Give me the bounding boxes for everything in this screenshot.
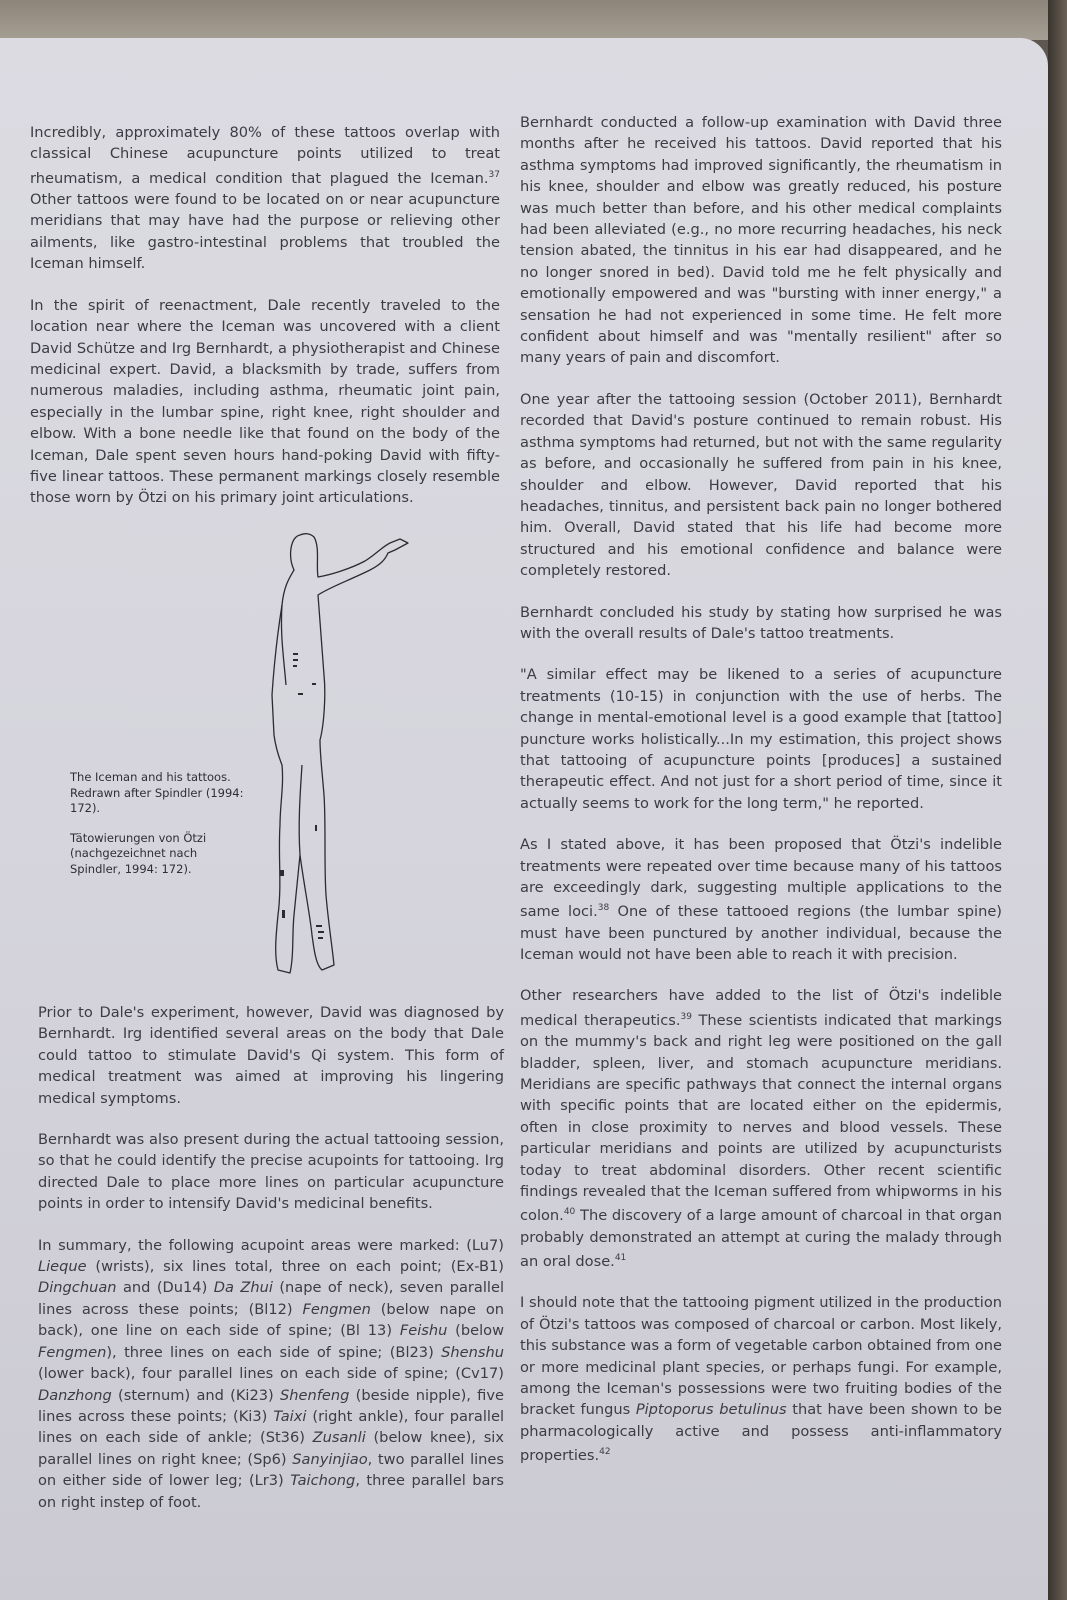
caption-german: Tätowierungen von Ötzi (nachgezeichnet nach Spindler, 1994: 172). bbox=[70, 830, 207, 876]
tattoo-mark bbox=[312, 683, 316, 685]
tattoo-mark bbox=[318, 931, 324, 933]
tattoo-mark bbox=[315, 825, 317, 831]
tattoo-mark bbox=[280, 870, 284, 876]
caption-english: The Iceman and his tattoos. Redrawn after Spindler (1994: 172). bbox=[70, 770, 244, 815]
tattoo-mark bbox=[316, 925, 322, 927]
iceman-figure-drawing bbox=[260, 525, 420, 980]
paragraph-one-year: One year after the tattooing session (October 2011), Bernhardt recorded that David's posture continued to remain robust. His asthma symptoms had returned, but not with the same regularity as before, and occasionally he suffered from pain in his knee, shoulder and elbow. However, David reported that his headaches, tinnitus, and persistent back pain no longer bothered him. Overall, David stated that his life had become more structured and his emotional confidence and balance were completely restored. bbox=[520, 390, 1002, 580]
paragraph-quote: "A similar effect may be likened to a series of acupuncture treatments (10-15) in conjunction with the use of herbs. The change in mental-emotional level is a good example that [tattoo] puncture works holistically...In my estimation, this project shows that tattooing of acupuncture points [produces] a sustained therapeutic effect. And not just for a short period of time, since it actually seems to work for the long term," he reported. bbox=[520, 666, 1002, 812]
paragraph-followup: Bernhardt conducted a follow-up examination with David three months after he received his tattoos. David reported that his asthma symptoms had improved significantly, the rheumatism in his knee, shoulder and elbow was greatly reduced, his posture was much better than before, and his other medical complaints had been alleviated (e.g., no more recurring headaches, his neck tension abated, the tinnitus in his ear had disappeared, and he no longer snored in bed). David told me he felt physically and emotionally empowered and was "bursting with inner energy," a sensation he had not experienced in some time. He felt more confident about himself and was "mentally resilient" after so many years of pain and discomfort. bbox=[520, 114, 1002, 367]
figure-caption bbox=[70, 770, 250, 891]
paragraph-reenactment: In the spirit of reenactment, Dale recently traveled to the location near where the Iceman was uncovered with a client David Schütze and Irg Bernhardt, a physiotherapist and Chinese medicinal expert. David, a blacksmith by trade, suffers from numerous maladies, including asthma, rheumatic joint pain, especially in the lumbar spine, right knee, right shoulder and elbow. With a bone needle like that found on the body of the Iceman, Dale spent seven hours hand-poking David with fifty-five linear tattoos. These permanent markings closely resemble those worn by Ötzi on his primary joint articulations. bbox=[30, 296, 500, 507]
tattoo-mark bbox=[293, 653, 298, 655]
background-surface-top bbox=[0, 0, 1067, 40]
tattoo-mark bbox=[293, 665, 297, 667]
paragraph-other-researchers: Other researchers have added to the list of Ötzi's indelible medical therapeutics.$^{39}$ These scientists indicated that markings on the mummy's back and right leg were positioned on the gall bladder, spleen, liver, and stomach acupuncture meridians. Meridians are specific pathways that connect the internal organs with specific points that are located either on the epidermis, often in close proximity to nerves and blood vessels. These particular meridians and points are utilized by acupuncturists today to treat abdominal disorders. Other recent scientific findings revealed that the Iceman suffered from whipworms in his colon.$^{40}$ The discovery of a large amount of charcoal in that organ probably demonstrated an attempt at curing the malady through an oral dose.$^{41}$ bbox=[520, 987, 1002, 1270]
left-column-top bbox=[30, 122, 500, 529]
paragraph-pigment: I should note that the tattooing pigment utilized in the production of Ötzi's tattoos was composed of charcoal or carbon. Most likely, this substance was a form of vegetable carbon obtained from one or more medicinal plant species, or perhaps fungi. For example, among the Iceman's possessions were two fruiting bodies of the bracket fungus Piptoporus betulinus that have been shown to be pharmacologically active and possess anti-inflammatory properties.$^{42}$ bbox=[520, 1294, 1002, 1465]
tattoo-mark bbox=[318, 937, 323, 939]
paragraph-conclusion: Bernhardt concluded his study by stating how surprised he was with the overall results of Dale's tattoo treatments. bbox=[520, 603, 1002, 642]
background-surface-right bbox=[1048, 0, 1067, 1600]
tattoo-mark bbox=[298, 693, 303, 695]
figure-inner-leg bbox=[299, 765, 302, 855]
figure-inner-arm bbox=[281, 605, 286, 685]
paragraph-overlap: Incredibly, approximately 80% of these tattoos overlap with classical Chinese acupuncture points utilized to treat rheumatism, a medical condition that plagued the Iceman.$^{37}$ Other tattoos were found to be located on or near acupuncture meridians that may have had the purpose or relieving other ailments, like gastro-intestinal problems that troubled the Iceman himself. bbox=[30, 124, 500, 273]
figure-outline bbox=[272, 534, 408, 973]
paragraph-session: Bernhardt was also present during the actual tattooing session, so that he could identify the precise acupoints for tattooing. Irg directed Dale to place more lines on particular acupuncture points in order to intensify David's medicinal benefits. bbox=[38, 1131, 504, 1213]
tattoo-mark bbox=[293, 659, 298, 661]
paragraph-repeated-treatments: As I stated above, it has been proposed that Ötzi's indelible treatments were repeated over time because many of his tattoos are exceedingly dark, suggesting multiple applications to the same loci.$^{38}$ One of these tattooed regions (the lumbar spine) must have been punctured by another individual, because the Iceman would not have been able to reach it with precision. bbox=[520, 836, 1002, 964]
tattoo-mark bbox=[282, 910, 285, 918]
paragraph-diagnosis: Prior to Dale's experiment, however, David was diagnosed by Bernhardt. Irg identified several areas on the body that Dale could tattoo to stimulate David's Qi system. This form of medical treatment was aimed at improving his lingering medical symptoms. bbox=[38, 1004, 504, 1107]
paragraph-summary: In summary, the following acupoint areas were marked: (Lu7) Lieque (wrists), six lines total, three on each point; (Ex-B1) Dingchuan and (Du14) Da Zhui (nape of neck), seven parallel lines across these points; (Bl12) Fengmen (below nape on back), one line on each side of spine; (Bl 13) Feishu (below Fengmen), three lines on each side of spine; (Bl23) Shenshu (lower back), four parallel lines on each side of spine; (Cv17) Danzhong (sternum) and (Ki23) Shenfeng (beside nipple), five lines across these points; (Ki3) Taixi (right ankle), four parallel lines on each side of ankle; (St36) Zusanli (below knee), six parallel lines on right knee; (Sp6) Sanyinjiao, two parallel lines on either side of lower leg; (Lr3) Taichong, three parallel bars on right instep of foot. bbox=[38, 1236, 505, 1511]
left-column-bottom bbox=[38, 1002, 504, 1533]
right-column bbox=[520, 112, 1002, 1486]
